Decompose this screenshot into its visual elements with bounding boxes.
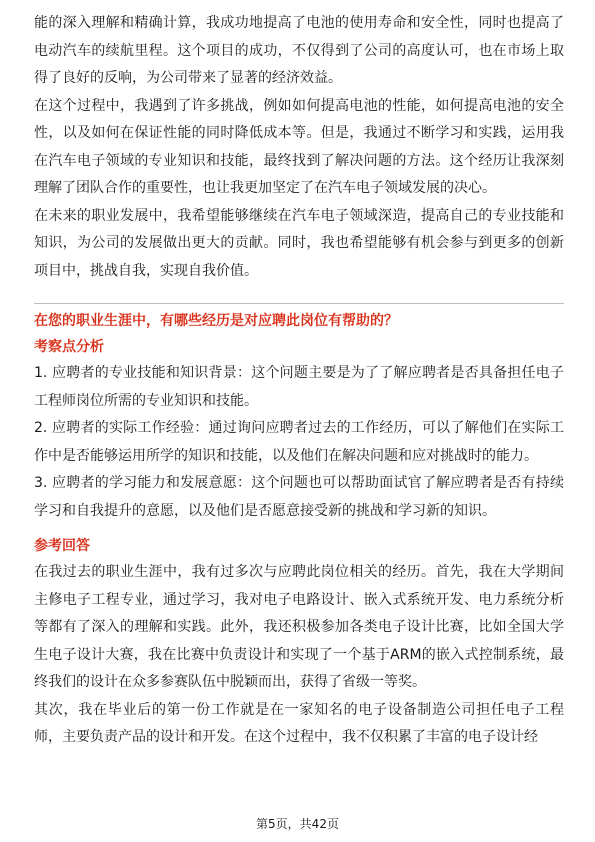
- intro-paragraph-3: 在未来的职业发展中，我希望能够继续在汽车电子领域深造，提高自己的专业技能和知识，为公司的发展做出更大的贡献。同时，我也希望能够有机会参与到更多的创新项目中，挑战自我，实现自我价值。: [34, 207, 564, 279]
- answer-paragraph-2: 其次，我在毕业后的第一份工作就是在一家知名的电子设备制造公司担任电子工程师，主要负责产品的设计和开发。在这个过程中，我不仅积累了丰富的电子设计经: [34, 701, 564, 745]
- analysis-heading: 考察点分析: [34, 339, 104, 355]
- page-number: 第5页，共42页: [256, 817, 339, 831]
- answer-paragraph-1: 在我过去的职业生涯中，我有过多次与应聘此岗位相关的经历。首先，我在大学期间主修电子工程专业，通过学习，我对电子电路设计、嵌入式系统开发、电力系统分析等都有了深入的理解和实践。此外，我还积极参加各类电子设计比赛，比如全国大学生电子设计大赛，我在比赛中负责设计和实现了一个基于ARM的嵌入式控制系统，最终我们的设计在众多参赛队伍中脱颖而出，获得了省级一等奖。: [34, 564, 564, 690]
- section-gap: [34, 525, 564, 531]
- intro-paragraph-1: 能的深入理解和精确计算，我成功地提高了电池的使用寿命和安全性，同时也提高了电动汽车的续航里程。这个项目的成功，不仅得到了公司的高度认可，也在市场上取得了良好的反响，为公司带来了显著的经济效益。: [34, 15, 564, 86]
- interview-question: 在您的职业生涯中，有哪些经历是对应聘此岗位有帮助的？: [34, 313, 398, 329]
- section-divider: [34, 303, 564, 304]
- intro-paragraph-2: 在这个过程中，我遇到了许多挑战，例如如何提高电池的性能，如何提高电池的安全性，以及如何在保证性能的同时降低成本等。但是，我通过不断学习和实践，运用我在汽车电子领域的专业知识和技能，最终找到了解决问题的方法。这个经历让我深刻理解了团队合作的重要性，也让我更加坚定了在汽车电子领域发展的决心。: [34, 97, 564, 196]
- analysis-item-2: 2. 应聘者的实际工作经验：通过询问应聘者过去的工作经历，可以了解他们在实际工作中是否能够运用所学的知识和技能，以及他们在解决问题和应对挑战时的能力。: [34, 420, 564, 464]
- document-page: [34, 10, 564, 752]
- answer-heading: 参考回答: [34, 538, 90, 554]
- analysis-item-1: 1. 应聘者的专业技能和知识背景：这个问题主要是为了了解应聘者是否具备担任电子工程师岗位所需的专业知识和技能。: [34, 365, 564, 409]
- analysis-item-3: 3. 应聘者的学习能力和发展意愿：这个问题也可以帮助面试官了解应聘者是否有持续学习和自我提升的意愿，以及他们是否愿意接受新的挑战和学习新的知识。: [34, 475, 564, 519]
